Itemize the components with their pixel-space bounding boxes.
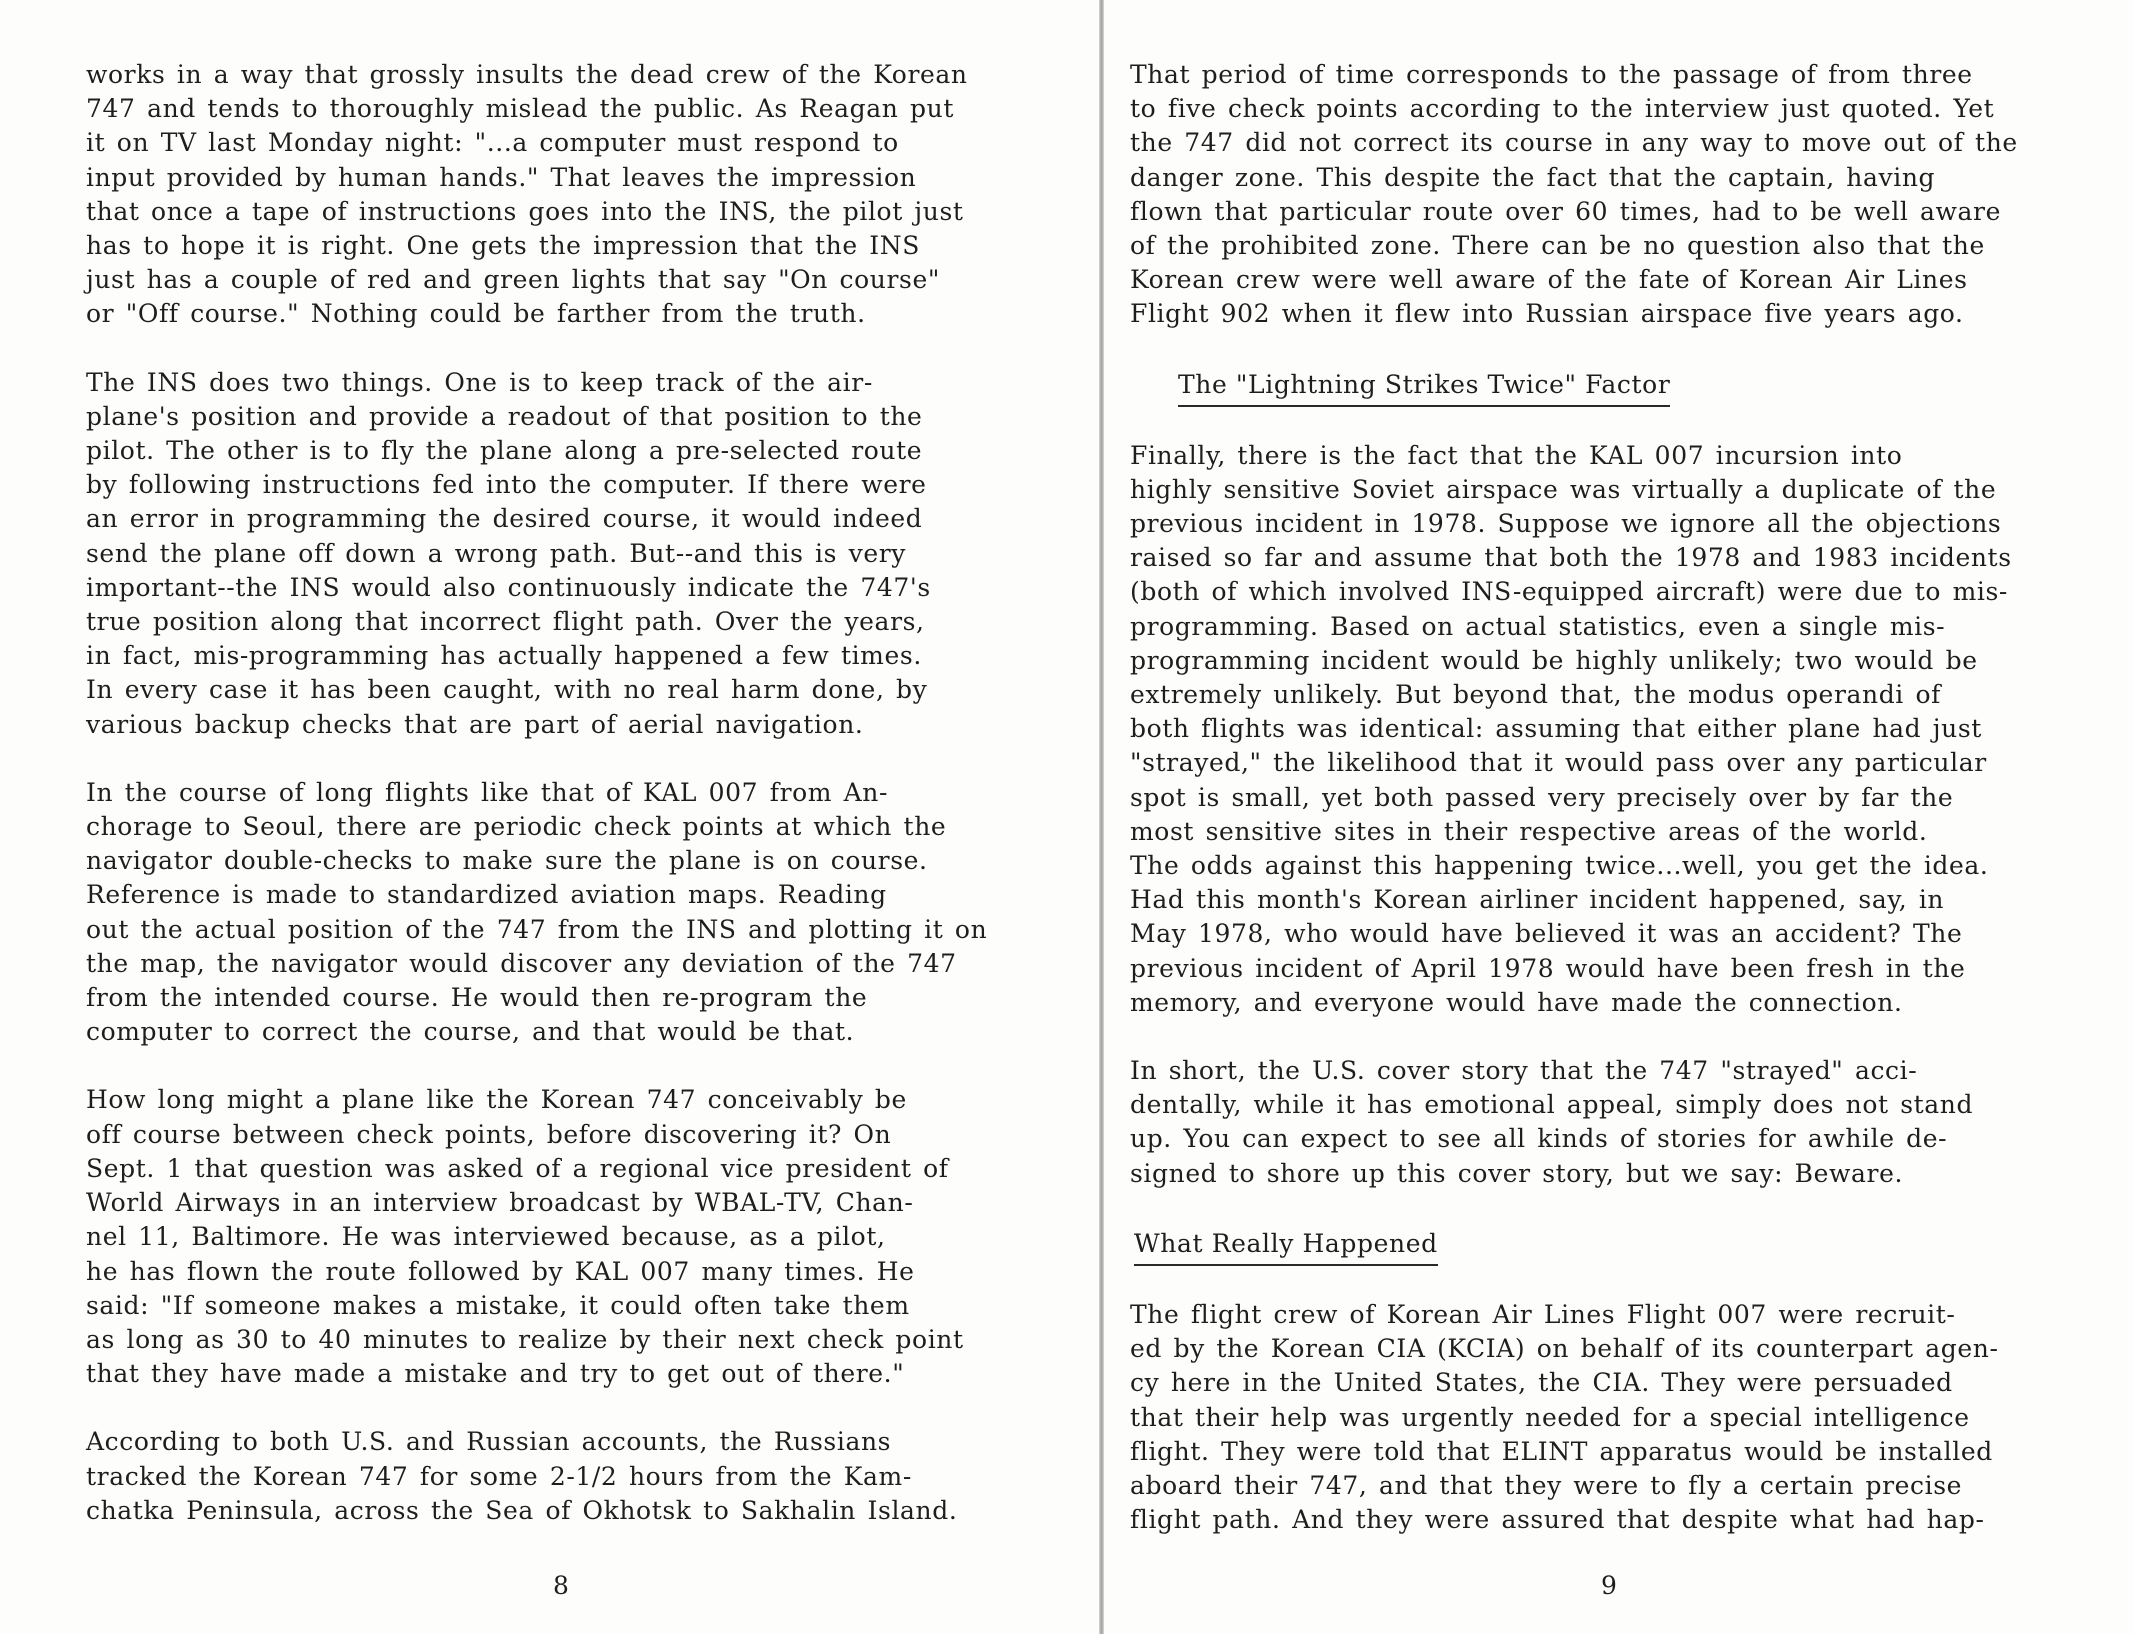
right-paragraph-3: In short, the U.S. cover story that the 747 "strayed" acci- dentally, while it has emotional appeal, simply does not stand up. You can expect to see all kinds of stories for awhile de- signed to shore up this cover story, but we say: Beware.: [1130, 1056, 1974, 1188]
section-heading-lightning: The "Lightning Strikes Twice" Factor: [1178, 368, 1670, 407]
left-paragraph-1: works in a way that grossly insults the dead crew of the Korean 747 and tends to thoroughly mislead the public. As Reagan put it on TV last Monday night: "...a computer must respond to input provided by human hands." That leaves the impression that once a tape of instructions goes into the INS, the pilot just has to hope it is right. One gets the impression that the INS just has a couple of red and green lights that say "On course" or "Off course." Nothing could be farther from the truth.: [86, 60, 968, 329]
left-paragraph-4: How long might a plane like the Korean 747 conceivably be off course between check points, before discovering it? On Sept. 1 that question was asked of a regional vice president of World Airways in an interview broadcast by WBAL-TV, Chan- nel 11, Baltimore. He was interviewed because, as a pilot, he has flown the route followed by KAL 007 many times. He said: "If someone makes a mistake, it could often take them as long as 30 to 40 minutes to realize by their next check point that they have made a mistake and try to get out of there.": [86, 1085, 964, 1389]
right-page-number: 9: [1601, 1571, 1618, 1600]
section-heading-what-happened: What Really Happened: [1134, 1227, 1438, 1266]
right-paragraph-1: That period of time corresponds to the passage of from three to five check points according to the interview just quoted. Yet the 747 did not correct its course in any way to move out of the danger zone. This despite the fact that the captain, having flown that particular route over 60 times, had to be well aware of the prohibited zone. There can be no question also that the Korean crew were well aware of the fate of Korean Air Lines Flight 902 when it flew into Russian airspace five years ago.: [1130, 60, 2018, 329]
right-paragraph-2: Finally, there is the fact that the KAL 007 incursion into highly sensitive Soviet airspace was virtually a duplicate of the previous incident in 1978. Suppose we ignore all the objections raised so far and assume that both the 1978 and 1983 incidents (both of which involved INS-equipped aircraft) were due to mis- programming. Based on actual statistics, even a single mis- programming incident would be highly unlikely; two would be extremely unlikely. But beyond that, the modus operandi of both flights was identical: assuming that either plane had just "strayed," the likelihood that it would pass over any particular spot is small, yet both passed very precisely over by far the most sensitive sites in their respective areas of the world. The odds against this happening twice...well, you get the idea. Had this month's Korean airliner incident happened, say, in May 1978, who would have believed it was an accident? The previous incident of April 1978 would have been fresh in the memory, and everyone would have made the connection.: [1130, 440, 2012, 1017]
right-page: [1104, 0, 2133, 1634]
right-paragraph-4: The flight crew of Korean Air Lines Flight 007 were recruit- ed by the Korean CIA (KCIA) on behalf of its counterpart agen- cy here in the United States, the CIA. They were persuaded that their help was urgently needed for a special intelligence flight. They were told that ELINT apparatus would be installed aboard their 747, and that they were to fly a certain precise flight path. And they were assured that despite what had hap-: [1130, 1299, 1999, 1535]
left-paragraph-2: The INS does two things. One is to keep track of the air- plane's position and provide a readout of that position to the pilot. The other is to fly the plane along a pre-selected route by following instructions fed into the computer. If there were an error in programming the desired course, it would indeed send the plane off down a wrong path. But--and this is very important--the INS would also continuously indicate the 747's true position along that incorrect flight path. Over the years, in fact, mis-programming has actually happened a few times. In every case it has been caught, with no real harm done, by various backup checks that are part of aerial navigation.: [86, 367, 931, 739]
left-paragraph-3: In the course of long flights like that of KAL 007 from An- chorage to Seoul, there are periodic check points at which the navigator double-checks to make sure the plane is on course. Reference is made to standardized aviation maps. Reading out the actual position of the 747 from the INS and plotting it on the map, the navigator would discover any deviation of the 747 from the intended course. He would then re-program the computer to correct the course, and that would be that.: [86, 777, 988, 1047]
left-page-number: 8: [553, 1571, 570, 1600]
left-paragraph-5: According to both U.S. and Russian accounts, the Russians tracked the Korean 747 for some 2-1/2 hours from the Kam- chatka Peninsula, across the Sea of Okhotsk to Sakhalin Island.: [86, 1427, 958, 1525]
